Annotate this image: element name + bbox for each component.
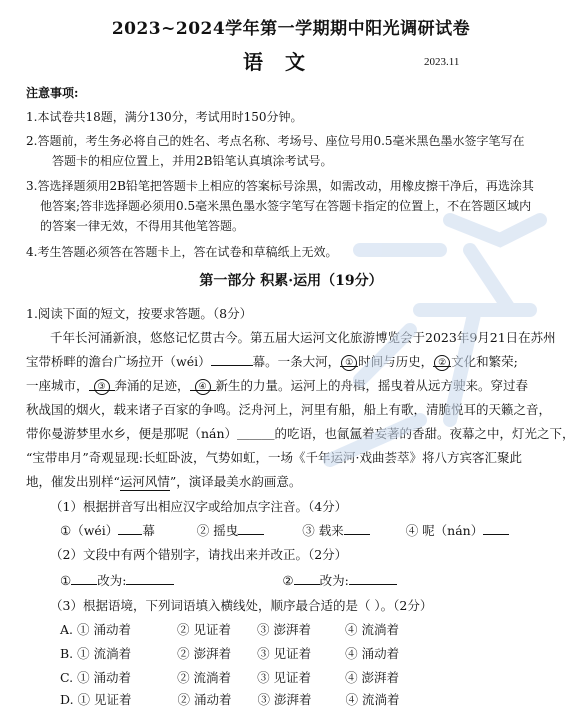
circle-number-1: ① [341,355,357,371]
option-label: D. [60,692,74,707]
passage-text: 奔涌的足迹， [114,378,190,393]
underlined-phrase: 运河风情 [119,474,170,489]
answer-blank[interactable] [238,522,264,535]
passage-text: 幕。一条大河， [252,354,341,369]
section-title: 第一部分 积累·运用（19分） [199,273,383,289]
option-item: ③ 澎湃着 [257,692,312,707]
option-label: A. [60,622,74,637]
sub-question-3-prompt: （3）根据语境，下列词语填入横线处，顺序最合适的是（ ）。（2分） [50,598,433,613]
option-item: ② 流淌着 [177,670,232,685]
answer-label: ① [60,573,72,588]
passage-text: 新生的力量。运河上的舟楫，摇曳着从远方驶来。穿过春 [215,378,529,393]
sub-question-2-answers [60,571,397,589]
sub-question-2-prompt: （2）文段中有两个错别字，请找出来并改正。（2分） [50,547,348,562]
passage-text: 时间与历史， [358,354,434,369]
passage-line-5: 带你曼游梦里水乡，便是那呢（nán）＿＿＿的吃语，也氤氲着妄著的香甜。夜幕之中，灯光之下， [26,426,575,441]
answer-blank [89,378,115,391]
note-3-line-1: 3.答选择题须用2B铅笔把答题卡上相应的答案标号涂黑，如需改动，用橡皮擦干净后，再选涂其 [26,179,534,193]
passage-line-2 [26,352,518,370]
subject-title: 语文 [243,50,327,74]
note-1: 1.本试卷共18题，满分130分，考试用时150分钟。 [26,110,303,124]
sub-question-1-answers [60,521,509,539]
answer-blank[interactable] [126,572,174,585]
circle-number-2: ② [434,355,450,371]
exam-date: 2023.11 [424,56,460,68]
option-item: ① 涌动着 [77,622,131,637]
answer-blank[interactable] [118,522,142,535]
option-item: ③ 澎湃着 [257,622,311,637]
option-label: B. [60,646,74,661]
passage-text: 地，催发出别样“ [26,474,120,489]
passage-line-7 [26,472,301,491]
option-row-d[interactable] [60,690,400,708]
circle-number-3: ③ [94,379,110,395]
circle-number-4: ④ [195,379,211,395]
answer-label: ③ 载来 [302,523,344,538]
passage-line-3 [26,376,528,394]
answer-label: 幕 [142,523,155,538]
passage-text: 宝带桥畔的澹台广场拉开（wéi） [26,354,211,369]
passage-text: 文化和繁荣; [451,354,518,369]
question-1-prompt: 1.阅读下面的短文，按要求答题。（8分） [26,306,253,321]
answer-label: 改为: [319,573,349,588]
note-2-line-1: 2.答题前，考生务必将自己的姓名、考点名称、考场号、座位号用0.5毫米黑色墨水签字笔写在 [26,134,525,148]
answer-blank [340,354,358,367]
option-item: ④ 涌动着 [345,646,400,661]
note-4: 4.考生答题必须答在答题卡上，答在试卷和草稿纸上无效。 [26,245,338,259]
option-row-a[interactable] [60,620,399,638]
answer-blank[interactable] [294,572,320,585]
option-row-b[interactable] [60,644,399,662]
answer-blank[interactable] [349,572,397,585]
answer-label: ② [282,573,294,588]
exam-title: 2023~2024学年第一学期期中阳光调研试卷 [111,19,471,39]
option-item: ② 澎湃着 [177,646,232,661]
option-label: C. [60,670,74,685]
option-item: ② 涌动着 [177,692,232,707]
note-3-line-3: 的答案一律无效，不得用其他笔答题。 [40,219,245,233]
passage-line-1: 千年长河涌新浪，悠悠记忆贯古今。第五届大运河文化旅游博览会于2023年9月21日在苏州 [50,330,556,345]
option-item: ① 流淌着 [77,646,132,661]
option-item: ③ 见证着 [257,670,312,685]
option-row-c[interactable] [60,668,399,686]
note-3-line-2: 他答案;答非选择题必须用0.5毫米黑色墨水签字笔写在答题卡指定的位置上，不在答题区域内 [40,199,532,213]
answer-label: 改为: [97,573,127,588]
answer-blank [433,354,451,367]
note-2-line-2: 答题卡的相应位置上，并用2B铅笔认真填涂考试号。 [52,154,333,168]
answer-blank[interactable] [483,522,509,535]
answer-label: ④ 呢（nán） [405,523,484,538]
option-item: ④ 流淌着 [345,692,400,707]
option-item: ④ 澎湃着 [345,670,400,685]
passage-text: ”，演译最美水韵画意。 [169,474,302,489]
passage-text: 一座城市， [26,378,89,393]
answer-label: ② 摇曳 [196,523,239,538]
notes-heading: 注意事项: [26,86,79,100]
option-item: ① 见证着 [77,692,132,707]
answer-blank [190,378,216,391]
option-item: ② 见证着 [177,622,231,637]
passage-line-6: “宝带串月”奇观显现:长虹卧波，气势如虹，一场《千年运河·戏曲荟萃》将八方宾客汇聚此 [26,450,522,465]
sub-question-1-prompt: （1）根据拼音写出相应汉字或给加点字注音。（4分） [50,499,348,514]
option-item: ③ 见证着 [257,646,312,661]
answer-blank[interactable] [71,572,97,585]
answer-blank [211,353,253,366]
passage-line-4: 秋战国的烟火，载来诸子百家的争鸣。泛舟河上，河里有船，船上有歌，清脆悦耳的天籁之音， [26,402,552,417]
option-item: ① 涌动着 [77,670,132,685]
answer-label: ①（wéi） [60,523,119,538]
answer-blank[interactable] [344,522,370,535]
option-item: ④ 流淌着 [345,622,399,637]
